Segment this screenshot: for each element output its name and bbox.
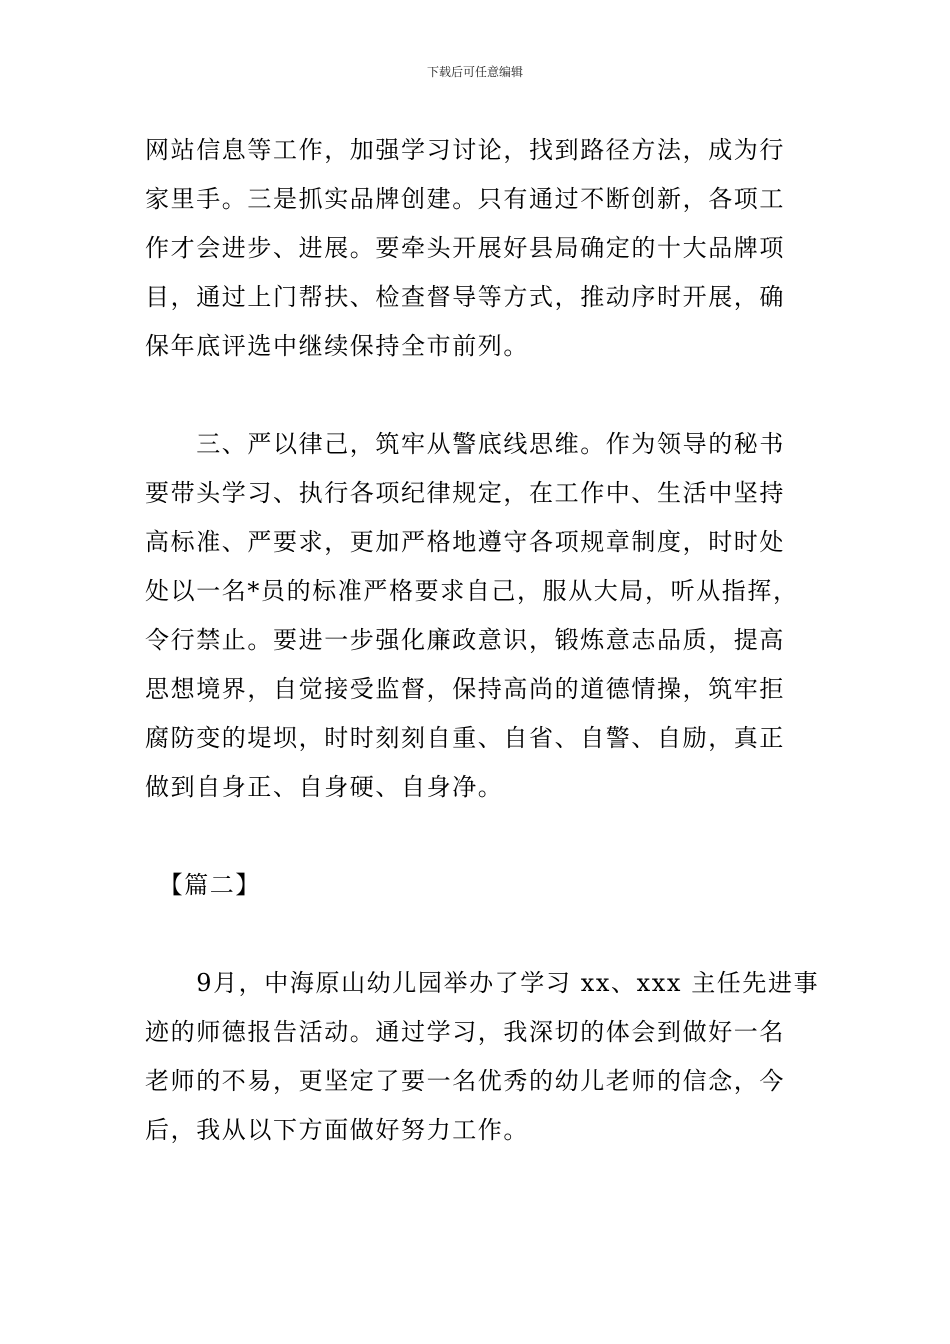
text-line: 老师的不易，更坚定了要一名优秀的幼儿老师的信念，今 — [145, 1067, 785, 1095]
text-line: 做到自身正、自身硬、自身净。 — [145, 773, 504, 801]
paragraph-gap — [145, 910, 810, 959]
text-line: 三、严以律己，筑牢从警底线思维。作为领导的秘书 — [145, 430, 785, 458]
text-line: 处以一名*员的标准严格要求自己，服从大局，听从指挥， — [145, 577, 799, 605]
text-line: 要带头学习、执行各项纪律规定，在工作中、生活中坚持 — [145, 479, 785, 507]
page-header: 下载后可任意编辑 — [426, 65, 523, 79]
document-body — [145, 126, 820, 1155]
section-heading: 【篇二】 — [145, 871, 261, 899]
paragraph-gap — [145, 371, 810, 420]
paragraph-gap — [145, 812, 810, 861]
text-line: 令行禁止。要进一步强化廉政意识，锻炼意志品质，提高 — [145, 626, 785, 654]
paragraph-2 — [145, 420, 810, 812]
text-line: 保年底评选中继续保持全市前列。 — [145, 332, 529, 360]
paragraph-3 — [145, 959, 820, 1155]
text-line: 后，我从以下方面做好努力工作。 — [145, 1116, 529, 1144]
text-line: 思想境界，自觉接受监督，保持高尚的道德情操，筑牢拒 — [145, 675, 785, 703]
text-line: 网站信息等工作，加强学习讨论，找到路径方法，成为行 — [145, 136, 785, 164]
text-line: 家里手。三是抓实品牌创建。只有通过不断创新，各项工 — [145, 185, 785, 213]
paragraph-1 — [145, 126, 810, 371]
text-line: 作才会进步、进展。要牵头开展好县局确定的十大品牌项 — [145, 234, 785, 262]
text-line: 迹的师德报告活动。通过学习，我深切的体会到做好一名 — [145, 1018, 785, 1046]
text-line: 目，通过上门帮扶、检查督导等方式，推动序时开展，确 — [145, 283, 785, 311]
text-line: 腐防变的堤坝，时时刻刻自重、自省、自警、自励，真正 — [145, 724, 785, 752]
text-line: 高标准、严要求，更加严格地遵守各项规章制度，时时处 — [145, 528, 785, 556]
text-line: 9月，中海原山幼儿园举办了学习 xx、xxx 主任先进事 — [145, 969, 820, 997]
